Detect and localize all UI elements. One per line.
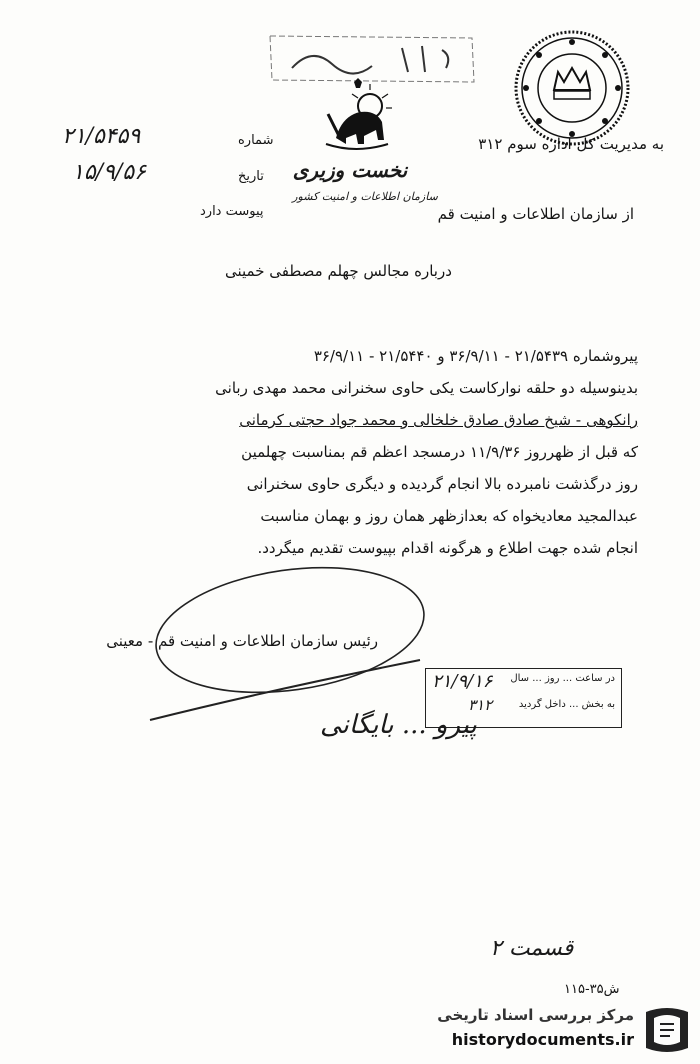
- body-line: رانکوهی - شیخ صادق صادق خلخالی و محمد جواد حجتی کرمانی: [239, 411, 638, 429]
- lion-and-sun-emblem-icon: [318, 78, 398, 158]
- body-line: روز درگذشت نامبرده بالا انجام گردیده و دیگری حاوی سخنرانی: [246, 475, 638, 493]
- archive-logo-icon: [640, 1004, 694, 1056]
- number-value: ۲۱/۵۴۵۹: [62, 124, 141, 149]
- page-mark: ۲ قسمت: [490, 936, 574, 961]
- body-line: انجام شده جهت اطلاع و هرگونه اقدام بپیوست تقدیم میگردد.: [257, 539, 638, 557]
- date-value: ۱۵/۹/۵۶: [72, 160, 146, 185]
- body-line: بدینوسیله دو حلقه نوارکاست یکی حاوی سخنرانی محمد مهدی ربانی: [215, 379, 638, 397]
- stamp-handwritten-date: ۲۱/۹/۱۶: [432, 671, 493, 692]
- recipient-line: به مدیریت کل اداره سوم ۳۱۲: [478, 135, 664, 153]
- from-line: از سازمان اطلاعات و امنیت قم: [437, 205, 634, 223]
- letter-body: [58, 340, 638, 564]
- body-line: که قبل از ظهرروز ۱۱/۹/۳۶ درمسجد اعظم قم بمناسبت چهلمین: [241, 443, 638, 461]
- crown-seal-icon: [512, 28, 632, 148]
- attachment-field: [200, 204, 264, 219]
- subject-line: درباره مجالس چهلم مصطفی خمینی: [225, 262, 452, 280]
- signature-title: رئیس سازمان اطلاعات و امنیت قم - معینی: [106, 632, 378, 650]
- stamp-line-1: در ساعت ... روز ... سال: [510, 673, 615, 684]
- watermark: [408, 1000, 698, 1060]
- archive-code: ۱۱۵-۳۵ش: [564, 982, 620, 997]
- handwritten-signature: پیرو ... بایگانی: [320, 710, 477, 740]
- body-line: عبدالمجید معادیخواه که بعدازظهر همان روز و بهمان مناسبت: [260, 507, 638, 525]
- watermark-site: historydocuments.ir: [451, 1030, 634, 1049]
- stamp-line-2: به بخش ... داخل گردید: [518, 699, 615, 710]
- number-label: شماره: [238, 133, 274, 148]
- watermark-text: مرکز بررسی اسناد تاریخی: [437, 1006, 634, 1024]
- prime-minister-title: نخست وزیری: [292, 158, 408, 182]
- body-line: پیروشماره ۲۱/۵۴۳۹ - ۳۶/۹/۱۱ و ۲۱/۵۴۴۰ - ۳۶/۹/۱۱: [313, 347, 638, 365]
- organization-handwritten-title: سازمان اطلاعات و امنیت کشور: [292, 190, 438, 203]
- attachment-label: پیوست: [225, 204, 264, 219]
- attachment-value: دارد: [200, 204, 222, 219]
- date-label: تاریخ: [238, 169, 264, 184]
- stamp-handwritten-ref: ۳۱۲: [468, 696, 493, 714]
